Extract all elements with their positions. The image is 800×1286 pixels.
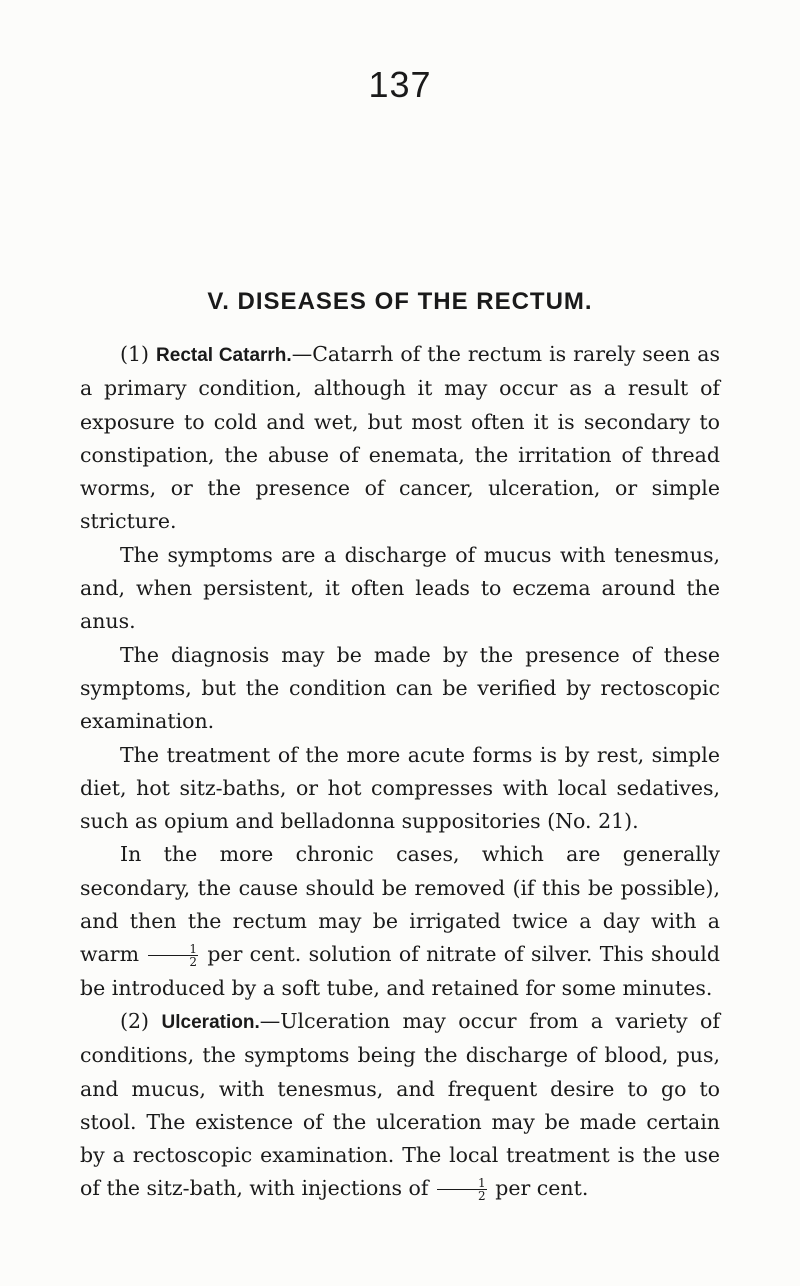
paragraph-chronic bbox=[80, 838, 720, 1004]
section-1-number: (1) bbox=[120, 342, 150, 366]
paragraph-symptoms: The symptoms are a discharge of mucus with tenesmus, and, when persistent, it often leads to eczema around the anus. bbox=[80, 542, 720, 634]
section-2-title: Ulceration. bbox=[161, 1011, 260, 1033]
fraction-denominator: 2 bbox=[189, 955, 197, 970]
body-text bbox=[80, 338, 720, 1206]
chronic-text-after: per cent. solution of nitrate of silver. This should be introduced by a soft tube, and retained for some minutes. bbox=[80, 942, 720, 1000]
paragraph-diagnosis: The diagnosis may be made by the presence of these symptoms, but the condition can be verified by rectoscopic examination. bbox=[80, 642, 720, 734]
chronic-text-before: In the more chronic cases, which are generally secondary, the cause should be removed (if this be possible), and then the rectum may be irrigated twice a day with a warm bbox=[80, 842, 720, 967]
chapter-heading: V. DISEASES OF THE RECTUM. bbox=[207, 288, 593, 315]
half-fraction bbox=[148, 943, 198, 968]
ulceration-text-after: per cent. bbox=[495, 1176, 589, 1201]
section-1-text: —Catarrh of the rectum is rarely seen as a primary condition, although it may occur as a result of exposure to cold and wet, but most often it is secondary to constipation, the abuse of enemata, the irritation of thread worms, or the presence of cancer, ulceration, or simple stricture. bbox=[80, 342, 720, 534]
ulceration-text-before: —Ulceration may occur from a variety of conditions, the symptoms being the discharge of blood, pus, and mucus, with tenesmus, and frequent desire to go to stool. The existence of the ulceration may be made certain by a rectoscopic examination. The local treatment is the use of the sitz-bath, with injections of bbox=[80, 1008, 720, 1201]
half-fraction bbox=[437, 1177, 487, 1202]
paragraph-rectal-catarrh bbox=[80, 338, 720, 539]
paragraph-treatment: The treatment of the more acute forms is by rest, simple diet, hot sitz-baths, or hot compresses with local sedatives, such as opium and belladonna suppositories (No. 21). bbox=[80, 742, 720, 834]
fraction-numerator: 1 bbox=[148, 943, 198, 956]
section-1-title: Rectal Catarrh. bbox=[156, 345, 292, 366]
paragraph-ulceration bbox=[80, 1005, 720, 1206]
page-number: 137 bbox=[368, 64, 432, 105]
fraction-denominator: 2 bbox=[478, 1189, 486, 1204]
section-2-number: (2) bbox=[120, 1008, 150, 1033]
fraction-numerator: 1 bbox=[437, 1177, 487, 1190]
